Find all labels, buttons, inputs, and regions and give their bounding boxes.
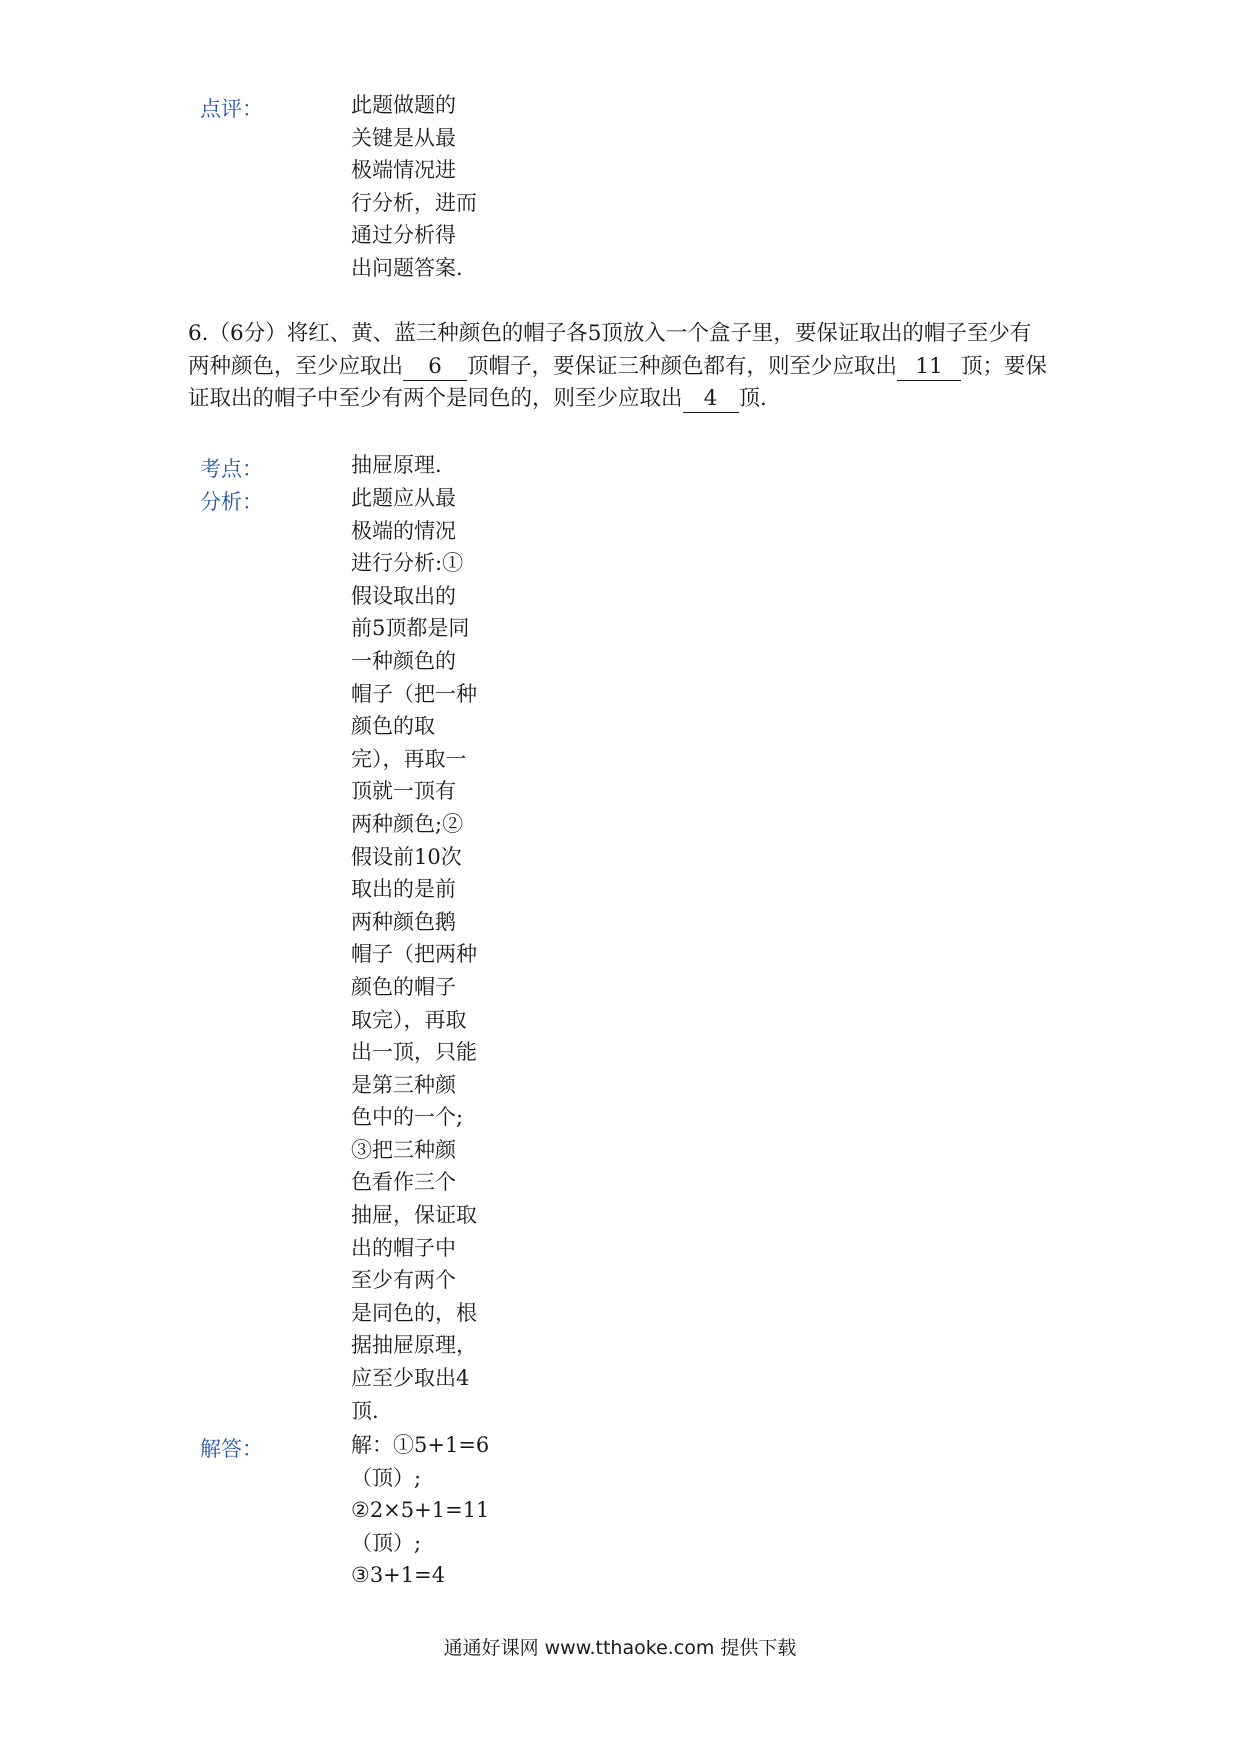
- question-6: [188, 318, 1068, 416]
- answer-blank-2: 11: [897, 354, 961, 381]
- question-text: 两种颜色，至少应取出: [188, 353, 404, 379]
- answer-label: 解答：: [200, 1437, 263, 1461]
- answer-blank-1: 6: [403, 354, 467, 381]
- answer-line: ③3+1=4: [351, 1563, 446, 1588]
- question-line-1: 6.（6分）将红、黄、蓝三种颜色的帽子各5顶放入一个盒子里，要保证取出的帽子至少有: [188, 321, 1032, 346]
- analysis-line: 据抽屉原理，: [351, 1333, 477, 1358]
- answer-line: 解：①5+1=6: [351, 1433, 490, 1457]
- analysis-line: 出一顶，只能: [351, 1040, 477, 1065]
- analysis-text: [351, 482, 501, 1427]
- analysis-line: 假设前10次: [351, 844, 462, 869]
- analysis-line: 进行分析:①: [351, 551, 464, 576]
- analysis-line: 极端的情况: [351, 518, 456, 543]
- analysis-line: 此题应从最: [351, 486, 456, 510]
- analysis-line: 顶就一顶有: [351, 779, 456, 804]
- question-text: 顶帽子，要保证三种颜色都有，则至少应取出: [467, 353, 898, 379]
- page-footer: 通通好课网 www.tthaoke.com 提供下载: [443, 1637, 797, 1659]
- analysis-label: 分析：: [200, 490, 263, 514]
- analysis-line: 是同色的，根: [351, 1300, 477, 1325]
- analysis-line: 抽屉，保证取: [351, 1203, 477, 1228]
- answer-blank-3: 4: [683, 386, 739, 413]
- review-label: 点评：: [200, 97, 263, 121]
- analysis-line: 两种颜色鹅: [351, 909, 456, 934]
- analysis-line: 帽子（把两种: [351, 942, 477, 967]
- analysis-line: 出的帽子中: [351, 1235, 456, 1260]
- analysis-line: 假设取出的: [351, 583, 456, 608]
- analysis-line: ③把三种颜: [351, 1137, 456, 1162]
- question-text: 证取出的帽子中至少有两个是同色的，则至少应取出: [188, 386, 683, 411]
- kaodian-text: [351, 449, 501, 482]
- review-line: 行分析，进而: [351, 190, 477, 215]
- review-line: 关键是从最: [351, 125, 456, 150]
- question-text: 顶.: [738, 386, 767, 411]
- question-line-3: [188, 383, 1068, 416]
- question-line-2: [188, 351, 1068, 384]
- analysis-line: 取出的是前: [351, 877, 456, 902]
- answer-line: ②2×5+1=11: [351, 1498, 490, 1523]
- answer-line: （顶）;: [351, 1465, 422, 1490]
- answer-line: （顶）;: [351, 1530, 422, 1555]
- review-text: [351, 89, 501, 285]
- review-line: 极端情况进: [351, 158, 456, 183]
- analysis-line: 应至少取出4: [351, 1366, 470, 1391]
- analysis-line: 帽子（把一种: [351, 681, 477, 706]
- review-line: 此题做题的: [351, 93, 456, 117]
- analysis-line: 一种颜色的: [351, 648, 456, 673]
- analysis-line: 前5顶都是同: [351, 616, 470, 641]
- analysis-line: 完），再取一: [351, 746, 467, 771]
- analysis-line: 颜色的帽子: [351, 974, 456, 999]
- question-text: 顶；要保: [961, 353, 1048, 379]
- analysis-line: 顶.: [351, 1398, 379, 1423]
- analysis-line: 两种颜色;②: [351, 811, 464, 836]
- analysis-line: 色看作三个: [351, 1170, 456, 1195]
- answer-text: [351, 1429, 501, 1592]
- kaodian-line: 抽屉原理.: [351, 453, 442, 477]
- analysis-line: 是第三种颜: [351, 1072, 456, 1097]
- analysis-line: 颜色的取: [351, 714, 435, 739]
- analysis-line: 至少有两个: [351, 1268, 456, 1293]
- kaodian-label: 考点：: [200, 457, 263, 481]
- review-line: 通过分析得: [351, 223, 456, 248]
- review-line: 出问题答案.: [351, 255, 463, 280]
- analysis-line: 色中的一个;: [351, 1105, 464, 1130]
- analysis-line: 取完），再取: [351, 1007, 467, 1032]
